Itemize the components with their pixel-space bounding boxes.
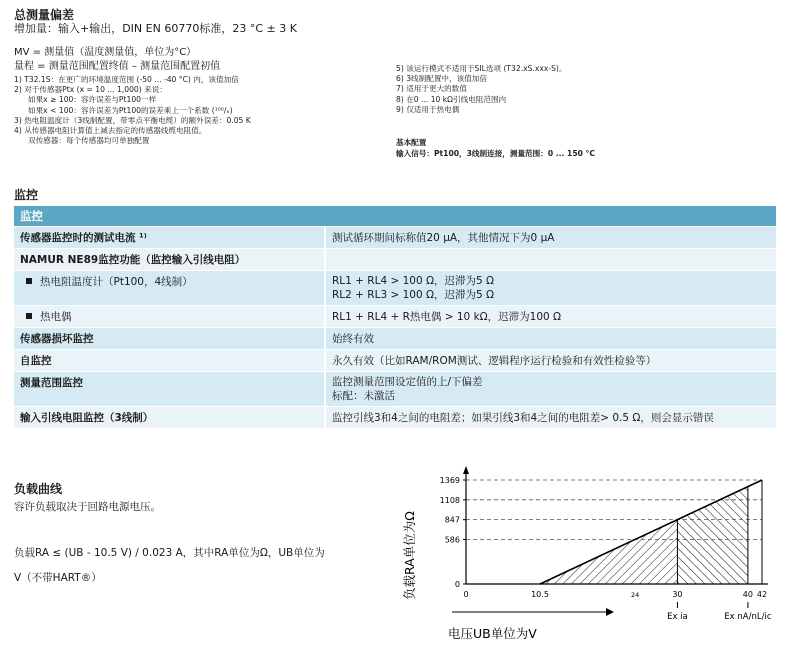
y-tick-label: 586 bbox=[444, 535, 460, 545]
row-label bbox=[14, 306, 324, 327]
x-tick-label: 10.5 bbox=[531, 590, 549, 599]
load-line3: V（不带HART®） bbox=[14, 572, 102, 584]
x-axis-arrow-icon bbox=[606, 608, 614, 616]
x-tick-label: 24 bbox=[631, 591, 640, 599]
y-tick-label: 1108 bbox=[439, 495, 460, 505]
load-title: 负载曲线 bbox=[14, 482, 63, 496]
monitoring-table bbox=[14, 206, 776, 428]
basic-config-text: 输入信号：Pt100，3线制连接，测量范围：0 ... 150 °C bbox=[396, 149, 595, 158]
y-tick-label: 1369 bbox=[439, 476, 460, 485]
row-label: NAMUR NE89监控功能（监控输入引线电阻） bbox=[14, 249, 324, 270]
note-8: 8) 在0 ... 10 kΩ引线电阻范围内 bbox=[396, 94, 507, 104]
value-line: 标配：未激活 bbox=[332, 390, 395, 402]
row-label: 传感器监控时的测试电流 ¹⁾ bbox=[14, 227, 324, 248]
y-tick-label: 847 bbox=[444, 515, 460, 525]
x-marker-label: Ex nA/nL/ic bbox=[724, 612, 772, 622]
note-2: 2) 对于传感器Ptx (x = 10 ... 1,000) 来说： bbox=[14, 85, 167, 95]
bullet-icon bbox=[26, 313, 32, 319]
note-7: 7) 适用于更大的数值 bbox=[396, 84, 467, 94]
hatch-region-ex-na bbox=[677, 487, 747, 584]
table-row bbox=[14, 349, 776, 371]
row-label bbox=[14, 271, 324, 305]
note-1: 1) T32.1S：在更广的环境温度范围 (-50 ... -40 °C) 内，该值加倍 bbox=[14, 75, 239, 84]
note-5: 5) 该运行模式不适用于SIL选项 (T32.xS.xxx-S)。 bbox=[396, 64, 567, 73]
table-row bbox=[14, 327, 776, 349]
notes-right bbox=[396, 64, 566, 115]
note-4: 4) 从传感器电阻计算值上减去指定的传感器线缆电阻值。 bbox=[14, 126, 207, 136]
note-4a: 双传感器：每个传感器均可单独配置 bbox=[28, 136, 150, 146]
row-label-text: 热电阻温度计（Pt100，4线制） bbox=[40, 276, 193, 288]
row-label: 测量范围监控 bbox=[14, 372, 324, 406]
table-row bbox=[14, 371, 776, 406]
row-value bbox=[324, 271, 776, 305]
bullet-icon bbox=[26, 278, 32, 284]
note-2a: 如果x ≥ 100：容许误差与Pt100一样 bbox=[28, 95, 157, 105]
table-row bbox=[14, 406, 776, 428]
y-axis-arrow-icon bbox=[463, 466, 469, 474]
row-label-text: 热电偶 bbox=[40, 311, 72, 323]
x-axis-label: 电压UB单位为V bbox=[448, 626, 537, 641]
value-line: RL1 + RL4 > 100 Ω，迟滞为5 Ω bbox=[332, 275, 495, 287]
x-tick-label: 42 bbox=[756, 590, 768, 599]
row-value: RL1 + RL4 + R热电偶 > 10 kΩ，迟滞为100 Ω bbox=[324, 306, 776, 327]
load-line1: 容许负载取决于回路电源电压。 bbox=[14, 501, 161, 513]
error-line: 增加量：输入+输出，DIN EN 60770标准，23 °C ± 3 K bbox=[14, 22, 297, 35]
y-axis-label: 负载RA单位为Ω bbox=[402, 511, 417, 600]
x-marker-label: Ex ia bbox=[667, 612, 688, 622]
row-value bbox=[324, 372, 776, 406]
monitoring-title: 监控 bbox=[14, 188, 39, 202]
load-formula: 负载RA ≤ (UB - 10.5 V) / 0.023 A，其中RA单位为Ω，UB单位为 bbox=[14, 547, 325, 559]
x-tick-label: 30 bbox=[672, 590, 683, 599]
row-value bbox=[324, 249, 776, 270]
row-label: 输入引线电阻监控（3线制） bbox=[14, 407, 324, 428]
mv-definition: MV = 测量值（温度测量值，单位为°C） bbox=[14, 47, 197, 58]
x-tick-label: 0 bbox=[463, 590, 469, 599]
value-line: RL2 + RL3 > 100 Ω，迟滞为5 Ω bbox=[332, 289, 495, 301]
note-6: 6) 3线制配置中，该值加倍 bbox=[396, 74, 487, 84]
notes-left bbox=[14, 75, 251, 146]
row-value: 永久有效（比如RAM/ROM测试、逻辑程序运行检验和有效性检验等） bbox=[324, 350, 776, 371]
table-row bbox=[14, 270, 776, 305]
table-row bbox=[14, 248, 776, 270]
table-row bbox=[14, 305, 776, 327]
value-line: 监控测量范围设定值的上/下偏差 bbox=[332, 376, 483, 388]
row-value: 始终有效 bbox=[324, 328, 776, 349]
note-3: 3) 热电阻温度计（3线制配置，带零点平衡电缆）的额外误差：0.05 K bbox=[14, 115, 251, 125]
table-header: 监控 bbox=[14, 206, 776, 226]
basic-config-title: 基本配置 bbox=[396, 138, 427, 147]
row-label: 传感器损坏监控 bbox=[14, 328, 324, 349]
row-value: 测试循环期间标称值20 μA，其他情况下为0 μA bbox=[324, 227, 776, 248]
note-2b: 如果x < 100：容许误差为Pt100的误差乘上一个系数 (¹⁰⁰/ₓ) bbox=[28, 105, 233, 115]
note-9: 9) 仅适用于热电偶 bbox=[396, 104, 460, 114]
range-definition: 量程 = 测量范围配置终值 – 测量范围配置初值 bbox=[14, 61, 221, 72]
error-title: 总测量偏差 bbox=[14, 8, 75, 22]
row-label: 自监控 bbox=[14, 350, 324, 371]
x-tick-label: 40 bbox=[742, 590, 753, 599]
row-value: 监控引线3和4之间的电阻差；如果引线3和4之间的电阻差> 0.5 Ω，则会显示错误 bbox=[324, 407, 776, 428]
load-curve-chart bbox=[396, 462, 784, 646]
table-row bbox=[14, 226, 776, 248]
y-tick-label: 0 bbox=[454, 580, 460, 589]
